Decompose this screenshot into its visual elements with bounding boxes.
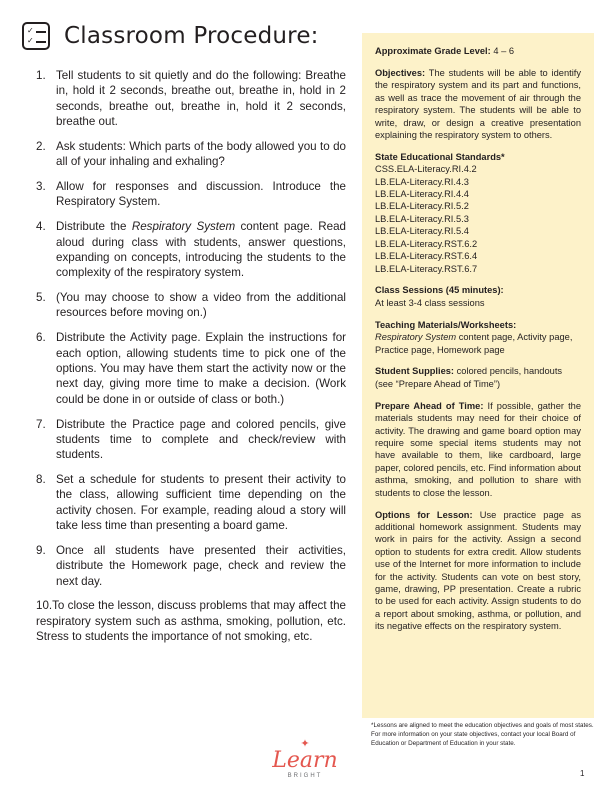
logo-word: Learn <box>272 748 338 773</box>
prepare-ahead: Prepare Ahead of Time: If possible, gather the materials students may need for their choice of activity. The drawing and game board option may require some special items students may not have available to them, like cardboard, large paper, colored pencils, etc. Find information about asthma, smoking, and pollution to share with students to close the lesson. <box>375 400 581 498</box>
standard-item: LB.ELA-Literacy.RI.5.3 <box>375 213 469 224</box>
lesson-info-sidebar <box>362 33 594 718</box>
procedure-step: 6. Distribute the Activity page. Explain the instructions for each option, allowing students time to pick one of the options. You may have them start the activity now or the next day, giving more time to make a decision. (Work could be done in or outside of class or both.) <box>36 331 346 406</box>
checklist-icon: ✓ ✓ <box>22 22 50 50</box>
standard-item: CSS.ELA-Literacy.RI.4.2 <box>375 164 477 175</box>
standard-item: LB.ELA-Literacy.RST.6.7 <box>375 263 478 274</box>
standards-footnote: *Lessons are aligned to meet the education objectives and goals of most states. For more information on your state objectives, contact your local Board of Education or Department of Education in your state. <box>371 722 594 747</box>
student-supplies: Student Supplies: colored pencils, handouts (see “Prepare Ahead of Time”) <box>375 366 563 389</box>
class-sessions: Class Sessions (45 minutes): At least 3-4 class sessions <box>375 285 504 308</box>
procedure-step: 1. Tell students to sit quietly and do the following: Breathe in, hold it 2 seconds, breathe out, breathe in, hold in 2 seconds, breathe out, breathe in, hold it 2 seconds, breathe out. <box>36 69 346 129</box>
page-header <box>22 22 319 50</box>
standard-item: LB.ELA-Literacy.RI.4.3 <box>375 176 469 187</box>
teaching-materials: Teaching Materials/Worksheets: Respiratory System content page, Activity page, Practice page, Homework page <box>375 319 573 355</box>
procedure-step: 2. Ask students: Which parts of the body allowed you to do all of your inhaling and exhaling? <box>36 139 346 169</box>
procedure-step: 4. Distribute the Respiratory System content page. Read aloud during class with students, answer questions, expanding on concepts, introducing the students to the complexity of the respiratory system. <box>36 220 346 280</box>
procedure-step: 8. Set a schedule for students to present their activity to the class, allowing sufficient time depending on the activity chosen. For example, reading aloud a story will take less time than presenting a board game. <box>36 473 346 533</box>
page-number: 1 <box>580 769 585 778</box>
svg-text:✦: ✦ <box>300 737 310 750</box>
standard-item: LB.ELA-Literacy.RI.5.4 <box>375 226 469 237</box>
learn-bright-logo <box>255 733 355 781</box>
standard-item: LB.ELA-Literacy.RI.5.2 <box>375 201 469 212</box>
procedure-list <box>36 68 346 654</box>
standards <box>375 151 581 275</box>
standards-label: State Educational Standards* <box>375 151 505 162</box>
procedure-step: 3. Allow for responses and discussion. Introduce the Respiratory System. <box>36 180 346 209</box>
page-title: Classroom Procedure: <box>64 23 319 49</box>
objectives: Objectives: The students will be able to identify the respiratory system and its part and functions, as well as trace the movement of air through the respiratory system. The students will be able to write, draw, or design a creative presentation explaining the respiratory system to others. <box>375 67 581 140</box>
lesson-options: Options for Lesson: Use practice page as additional homework assignment. Students may work in pairs for the activity. Assign a second option to students for extra credit. Allow students use of the Internet for more information to include for the activity. Students can vote on best story, game, drawing, PP presentation. Create a rubric to be used for each activity. Assign students to do a report about smoking, asthma, or pollution, and its negative effects on the respiratory system. <box>375 509 581 632</box>
logo-sub: BRIGHT <box>287 773 323 779</box>
procedure-step: 9. Once all students have presented their activities, distribute the Homework page, check and review the next day. <box>36 543 346 588</box>
grade-level: Approximate Grade Level: 4 – 6 <box>375 46 514 56</box>
procedure-step: 5. (You may choose to show a video from the additional resources before moving on.) <box>36 291 346 320</box>
standard-item: LB.ELA-Literacy.RST.6.2 <box>375 238 478 249</box>
logo-graphic <box>255 733 355 781</box>
standard-item: LB.ELA-Literacy.RI.4.4 <box>375 189 469 200</box>
procedure-step: 10.To close the lesson, discuss problems that may affect the respiratory system such as asthma, smoking, pollution, etc. Stress to students the importance of not smoking, etc. <box>36 599 346 644</box>
standard-item: LB.ELA-Literacy.RST.6.4 <box>375 251 478 262</box>
procedure-step: 7. Distribute the Practice page and colored pencils, give students time to complete and check/review with students. <box>36 417 346 462</box>
